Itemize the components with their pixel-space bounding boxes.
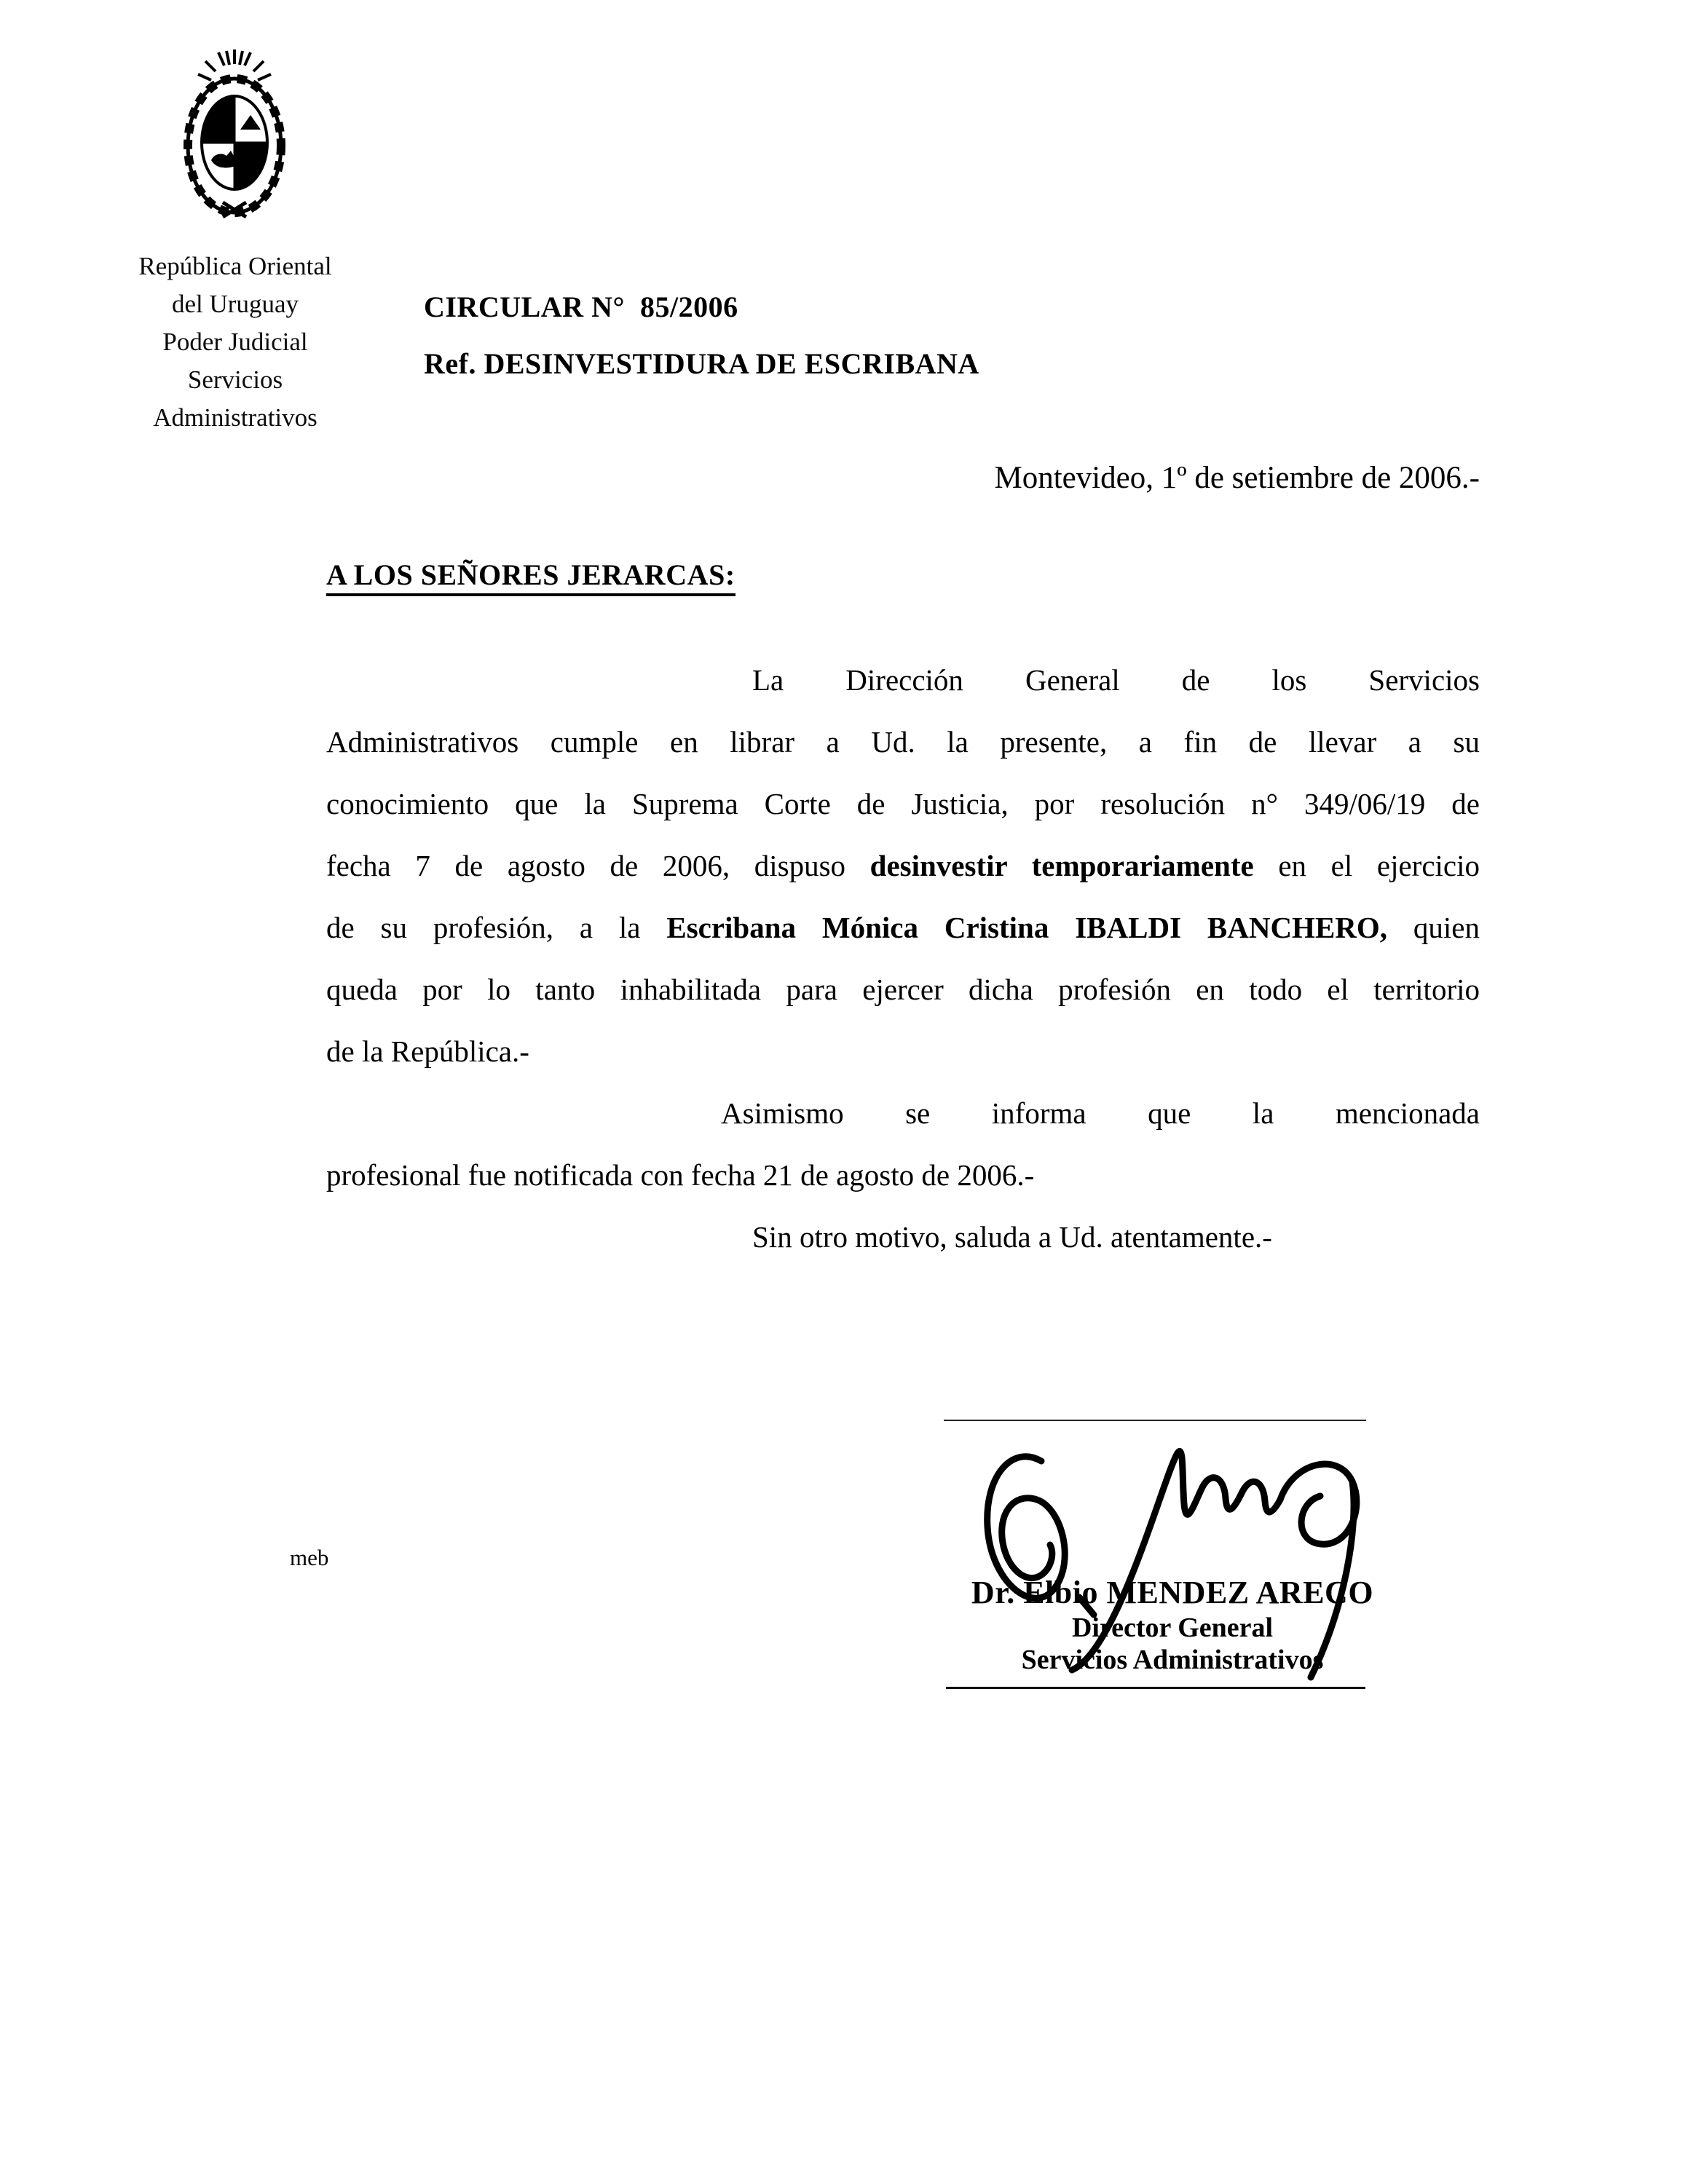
body-line: Sin otro motivo, saluda a Ud. atentamente.- [752,1220,1272,1254]
circular-number: CIRCULAR N° 85/2006 [424,290,738,323]
letterhead [86,248,384,437]
letterhead-line: Administrativos [153,403,318,432]
dateline: Montevideo, 1º de setiembre de 2006.- [994,461,1480,495]
signature-name: Dr. Elbio MENDEZ ARECO [971,1575,1374,1610]
uruguay-coat-of-arms-icon [173,45,296,223]
body-line: La Dirección General de los Servicios [752,663,1480,697]
signature-rule-top [944,1420,1366,1421]
body-line: de la República.- [326,1034,529,1068]
signature-title2: Servicios Administrativos [1021,1645,1324,1675]
letter-body [326,649,1480,1268]
body-line: conocimiento que la Suprema Corte de Justicia, por resolución n° 349/06/19 de [326,787,1480,820]
body-line: Asimismo se informa que la mencionada [721,1096,1480,1130]
letterhead-line: del Uruguay [172,290,299,318]
letterhead-line: Poder Judicial [162,328,308,356]
signature-title: Director General [1071,1613,1274,1643]
body-line: profesional fue notificada con fecha 21 de agosto de 2006.- [326,1158,1035,1192]
body-line: Administrativos cumple en librar a Ud. la presente, a fin de llevar a su [326,725,1480,759]
signature-rule-bottom [946,1687,1365,1689]
reference-subject: Ref. DESINVESTIDURA DE ESCRIBANA [424,347,979,380]
salutation: A LOS SEÑORES JERARCAS: [326,558,735,592]
body-line: fecha 7 de agosto de 2006, dispuso desinvestir temporariamente en el ejercicio [326,849,1480,882]
letterhead-line: República Oriental [138,252,332,280]
body-line: de su profesión, a la Escribana Mónica Cristina IBALDI BANCHERO, quien [326,911,1480,944]
letterhead-line: Servicios [187,365,283,394]
typist-initials: meb [290,1545,329,1570]
body-line: queda por lo tanto inhabilitada para ejercer dicha profesión en todo el territorio [326,973,1480,1006]
